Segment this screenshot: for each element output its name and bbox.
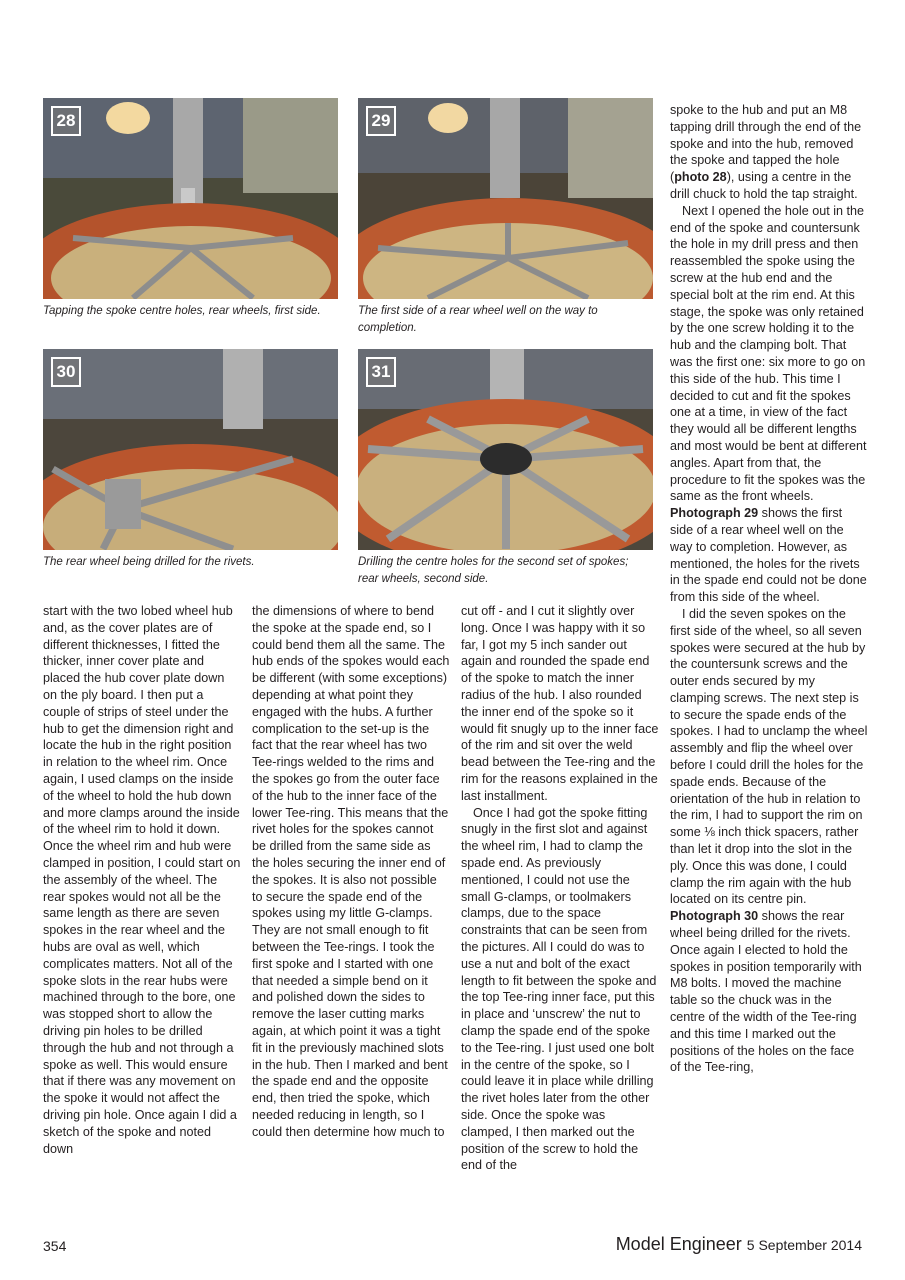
issue-date: 5 September 2014 (746, 1237, 862, 1253)
photo-badge: 31 (366, 357, 396, 387)
photo-29-image (358, 98, 653, 299)
photo-31 (358, 349, 653, 550)
body-column-2 (252, 603, 450, 1141)
text-run: Next I opened the hole out in the end of the spoke and countersunk the hole in my drill press and then reassembled the spoke using the screw at the hub end and the special bolt at the rim end. At this stage, the spoke was only retained by the one screw holding it to the hub and the clamping bolt. That was the first one: six more to go on this side of the hub. This time I decided to cut and fit the spokes one at a time, in view of the fact they would all be different lengths and most would be bent at different angles. Apart from that, the procedure to fit the spokes was the same as the front wheels. (670, 203, 867, 504)
photo-badge: 28 (51, 106, 81, 136)
photo-29 (358, 98, 653, 299)
photo-29-caption: The first side of a rear wheel well on the way to completion. (358, 305, 598, 334)
magazine-footer (616, 1234, 862, 1255)
photo-28-image (43, 98, 338, 299)
paragraph: Once I had got the spoke fitting snugly in the first slot and against the wheel rim, I had to clamp the spade end. As previously mentioned, I could not use the small G-clamps, or toolmakers clamps, due to the space constraints that can be seen from the pictures. All I could do was to use a nut and bolt of the exact length to fit between the spoke and the top Tee-ring inner face, put this in place and ‘unscrew’ the nut to clamp the spade end of the spoke to the Tee-ring. I just used one bolt in the centre of the spoke, so I could leave it in place while drilling the rivet holes later from the other side. Once the spoke was clamped, I then marked out the position of the screw to hold the end of the (461, 805, 657, 1173)
photo-28 (43, 98, 338, 299)
paragraph: cut off - and I cut it slightly over long. Once I was happy with it so far, I got my 5 inch sander out again and rounded the spade end of the spoke to match the inner radius of the hub. I also rounded the inner end of the spoke so it would fit snugly up to the inner face of the rim and sit over the weld bead between the Tee-ring and the rim for the reasons explained in the last installment. (461, 604, 659, 803)
photo-30 (43, 349, 338, 550)
paragraph (670, 102, 868, 203)
photo-badge: 30 (51, 357, 81, 387)
photo-reference: Photograph 29 (670, 506, 759, 521)
magazine-title: Model Engineer (615, 1234, 742, 1254)
text-run: ), using a centre in the drill chuck to hold the tap straight. (670, 170, 858, 201)
photo-31-image (358, 349, 653, 550)
paragraph (670, 203, 868, 606)
photo-30-caption: The rear wheel being drilled for the rivets. (43, 556, 255, 568)
body-column-3 (461, 603, 659, 1174)
text-run: shows the first side of a rear wheel well on the way to completion. However, as mentioned, the holes for the rivets in the spade end could not be done from this side of the wheel. (670, 506, 867, 605)
text-run: spoke to the hub and put an M8 tapping drill through the end of the spoke and into the hub, removed the spoke and tapped the hole ( (670, 103, 862, 185)
paragraph (670, 606, 868, 1076)
photo-31-caption: Drilling the centre holes for the second set of spokes; rear wheels, second side. (358, 556, 629, 585)
text-run: shows the rear wheel being drilled for the rivets. Once again I elected to hold the spokes in position temporarily with M8 bolts. I moved the machine table so the chuck was in the centre of the width of the Tee-ring and this time I marked out the positions of the holes on the face of the Tee-ring, (670, 909, 862, 1075)
photo-reference: photo 28 (674, 170, 727, 185)
photo-30-image (43, 349, 338, 550)
paragraph: start with the two lobed wheel hub and, as the cover plates are of different thicknesses, I fitted the thicker, inner cover plate and placed the hub cover plate down on the ply board. I then put a couple of strips of steel under the hub to get the dimension right and locate the hub in the right position in relation to the wheel rim. Once again, I used clamps on the inside of the wheel to hold the hub down and more clamps around the inside of the wheel rim to hold it down. Once the wheel rim and hub were clamped in position, I could start on the assembly of the wheel. The rear spokes would not all be the same length as there are seven spokes in the rear wheel and the hubs are oval as well, which complicates matters. Not all of the spoke slots in the rear hubs were machined through to the bore, one was stopped short to allow the driving pin holes to be drilled through the hub and not through a spoke as well. This would ensure that if there was any movement on the spoke it would not affect the driving pin hole. Once again I did a sketch of the spoke and noted down (43, 604, 241, 1156)
photo-28-caption: Tapping the spoke centre holes, rear wheels, first side. (43, 305, 321, 317)
body-column-1 (43, 603, 241, 1157)
paragraph: the dimensions of where to bend the spoke at the spade end, so I could bend them all the same. The hub ends of the spokes would each be different (with some exceptions) depending at what point they engaged with the hubs. A further complication to the set-up is the fact that the rear wheel has two Tee-rings welded to the rims and the spokes go from the outer face of the hub to the inner face of the lower Tee-ring. This means that the rivet holes for the spokes cannot be drilled from the same side as the holes securing the inner end of the spokes. It is also not possible to secure the spade end of the spokes using my little G-clamps. They are not small enough to fit between the Tee-rings. I took the first spoke and I started with one that needed a simple bend on it and polished down the sides to remove the laser cutting marks again, at which point it was a tight fit in the previously machined slots in the hub. Then I marked and bent the spade end and the opposite end, then tried the spoke, which needed reducing in length, so I could then determine how much to (252, 604, 450, 1139)
text-run: I did the seven spokes on the first side of the wheel, so all seven spokes were secured at the hub by the countersunk screws and the outer ends secured by my clamping screws. The next step is to secure the spade ends of the spokes. I had to unclamp the wheel assembly and flip the wheel over before I could drill the holes for the spade ends. Because of the orientation of the hub in relation to the rim, I had to support the rim on some ⅛ inch thick spacers, rather than let it drop into the slot in the ply. Once this was done, I could clamp the rim again with the hub located on its centre pin. (670, 606, 868, 907)
body-column-4 (670, 102, 868, 1076)
photo-badge: 29 (366, 106, 396, 136)
photo-reference: Photograph 30 (670, 909, 759, 924)
page-number: 354 (43, 1238, 67, 1254)
